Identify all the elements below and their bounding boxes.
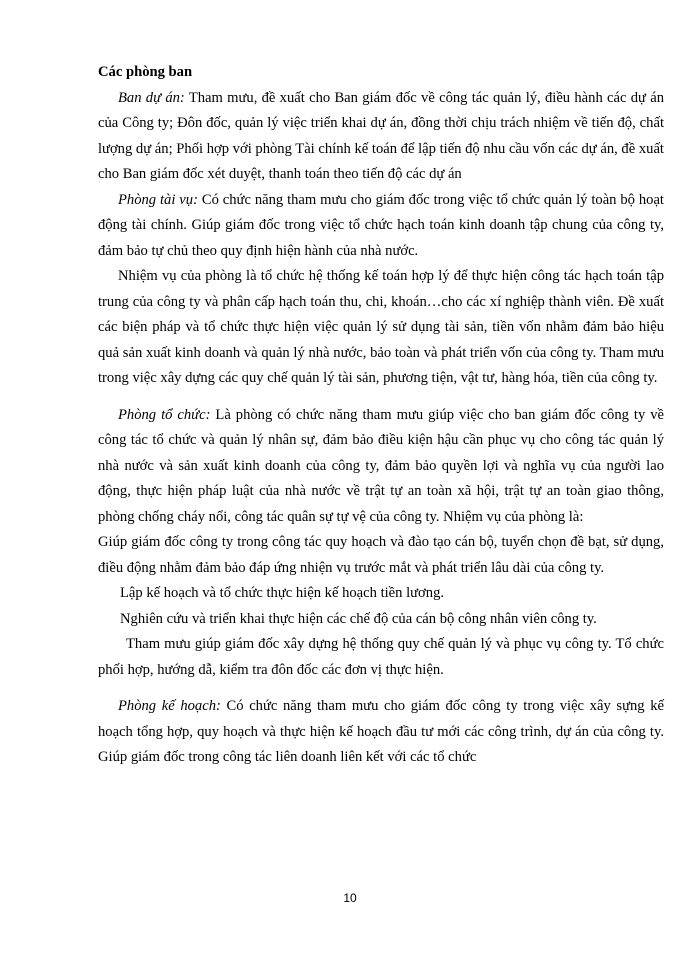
paragraph-text: Tham mưu, đề xuất cho Ban giám đốc về công tác quản lý, điều hành các dự án của Công ty; Đôn đốc, quản lý việc triển khai dự án, đồng thời chịu trách nhiệm về tiến độ, chất lượng dự án; Phối hợp với phòng Tài chính kế toán để lập tiến độ nhu cầu vốn các dự án, đề xuất cho Ban giám đốc xét duyệt, thanh toán theo tiến độ các dự án — [98, 89, 665, 182]
term-phong-ke-hoach: Phòng kế hoạch: — [118, 698, 221, 714]
term-ban-du-an: Ban dự án: — [118, 89, 185, 106]
paragraph-giup-giam-doc: Giúp giám đốc công ty trong công tác quy hoạch và đào tạo cán bộ, tuyển chọn đề bạt, sử dụng, điều động nhằm đảm bảo đáp ứng nhiện vụ trước mắt và phát triển lâu dài của công ty. — [98, 534, 664, 576]
paragraph-text: Là phòng có chức năng tham mưu giúp việc cho ban giám đốc công ty về công tác tổ chức và quản lý nhân sự, đảm bảo điều kiện hậu cần phục vụ cho công tác quản lý nhà nước và sản xuất kinh doanh của công ty, đảm bảo quyền lợi và nghĩa vụ của người lao động, thực hiện pháp luật của nhà nước về trật tự an toàn xã hội, trật tự an toàn giao thông, phòng chống cháy nổi, công tác quân sự tự vệ của công ty. Nhiệm vụ của phòng là: — [98, 406, 664, 525]
document-page — [98, 60, 664, 771]
paragraph-lap-ke-hoach: Lập kế hoạch và tổ chức thực hiện kế hoạch tiền lương. — [120, 585, 445, 601]
paragraph-ban-du-an — [98, 86, 664, 188]
paragraph-text: Có chức năng tham mưu cho giám đốc công ty trong việc xây sựng kế hoạch tổng hợp, quy hoạch và thực hiện kế hoạch đầu tư mới các công trình, dự án của công ty. Giúp giám đốc trong công tác liên doanh liên kết với các tổ chức — [98, 698, 664, 765]
term-phong-tai-vu: Phòng tài vụ: — [118, 191, 198, 208]
paragraph-nghien-cuu: Nghiên cứu và triển khai thực hiện các chế độ của cán bộ công nhân viên công ty. — [120, 610, 597, 627]
paragraph-phong-tai-vu — [98, 188, 664, 265]
section-heading: Các phòng ban — [98, 64, 193, 80]
paragraph-phong-ke-hoach — [98, 694, 664, 771]
term-phong-to-chuc: Phòng tổ chức: — [118, 406, 211, 423]
paragraph-tham-muu: Tham mưu giúp giám đốc xây dựng hệ thống quy chế quản lý và phục vụ công ty. Tổ chức phối hợp, hướng dẫ, kiểm tra đôn đốc các đơn vị thực hiện. — [98, 636, 664, 678]
page-number: 10 — [343, 891, 357, 905]
paragraph-phong-to-chuc — [98, 403, 664, 531]
paragraph-nhiem-vu-tai-vu: Nhiệm vụ của phòng là tổ chức hệ thống kế toán hợp lý để thực hiện công tác hạch toán tập trung của công ty và phân cấp hạch toán thu, chi, khoán…cho các xí nghiệp thành viên. Đề xuất các biện pháp và tổ chức thực hiện việc quản lý sử dụng tài sản, tiền vốn nhằm đảm bảo hiệu quả sản xuất kinh doanh và quản lý nhà nước, bảo toàn và phát triển vốn của công ty. Tham mưu trong việc xây dựng các quy chế quản lý tài sản, phương tiện, vật tư, hàng hóa, tiền của công ty. — [98, 268, 664, 386]
paragraph-text: Có chức năng tham mưu cho giám đốc trong việc tổ chức quản lý toàn bộ hoạt động tài chính. Giúp giám đốc trong việc tổ chức hạch toán kinh doanh tập chung của công ty, đảm bảo tự chủ theo quy định hiện hành của nhà nước. — [98, 191, 664, 259]
